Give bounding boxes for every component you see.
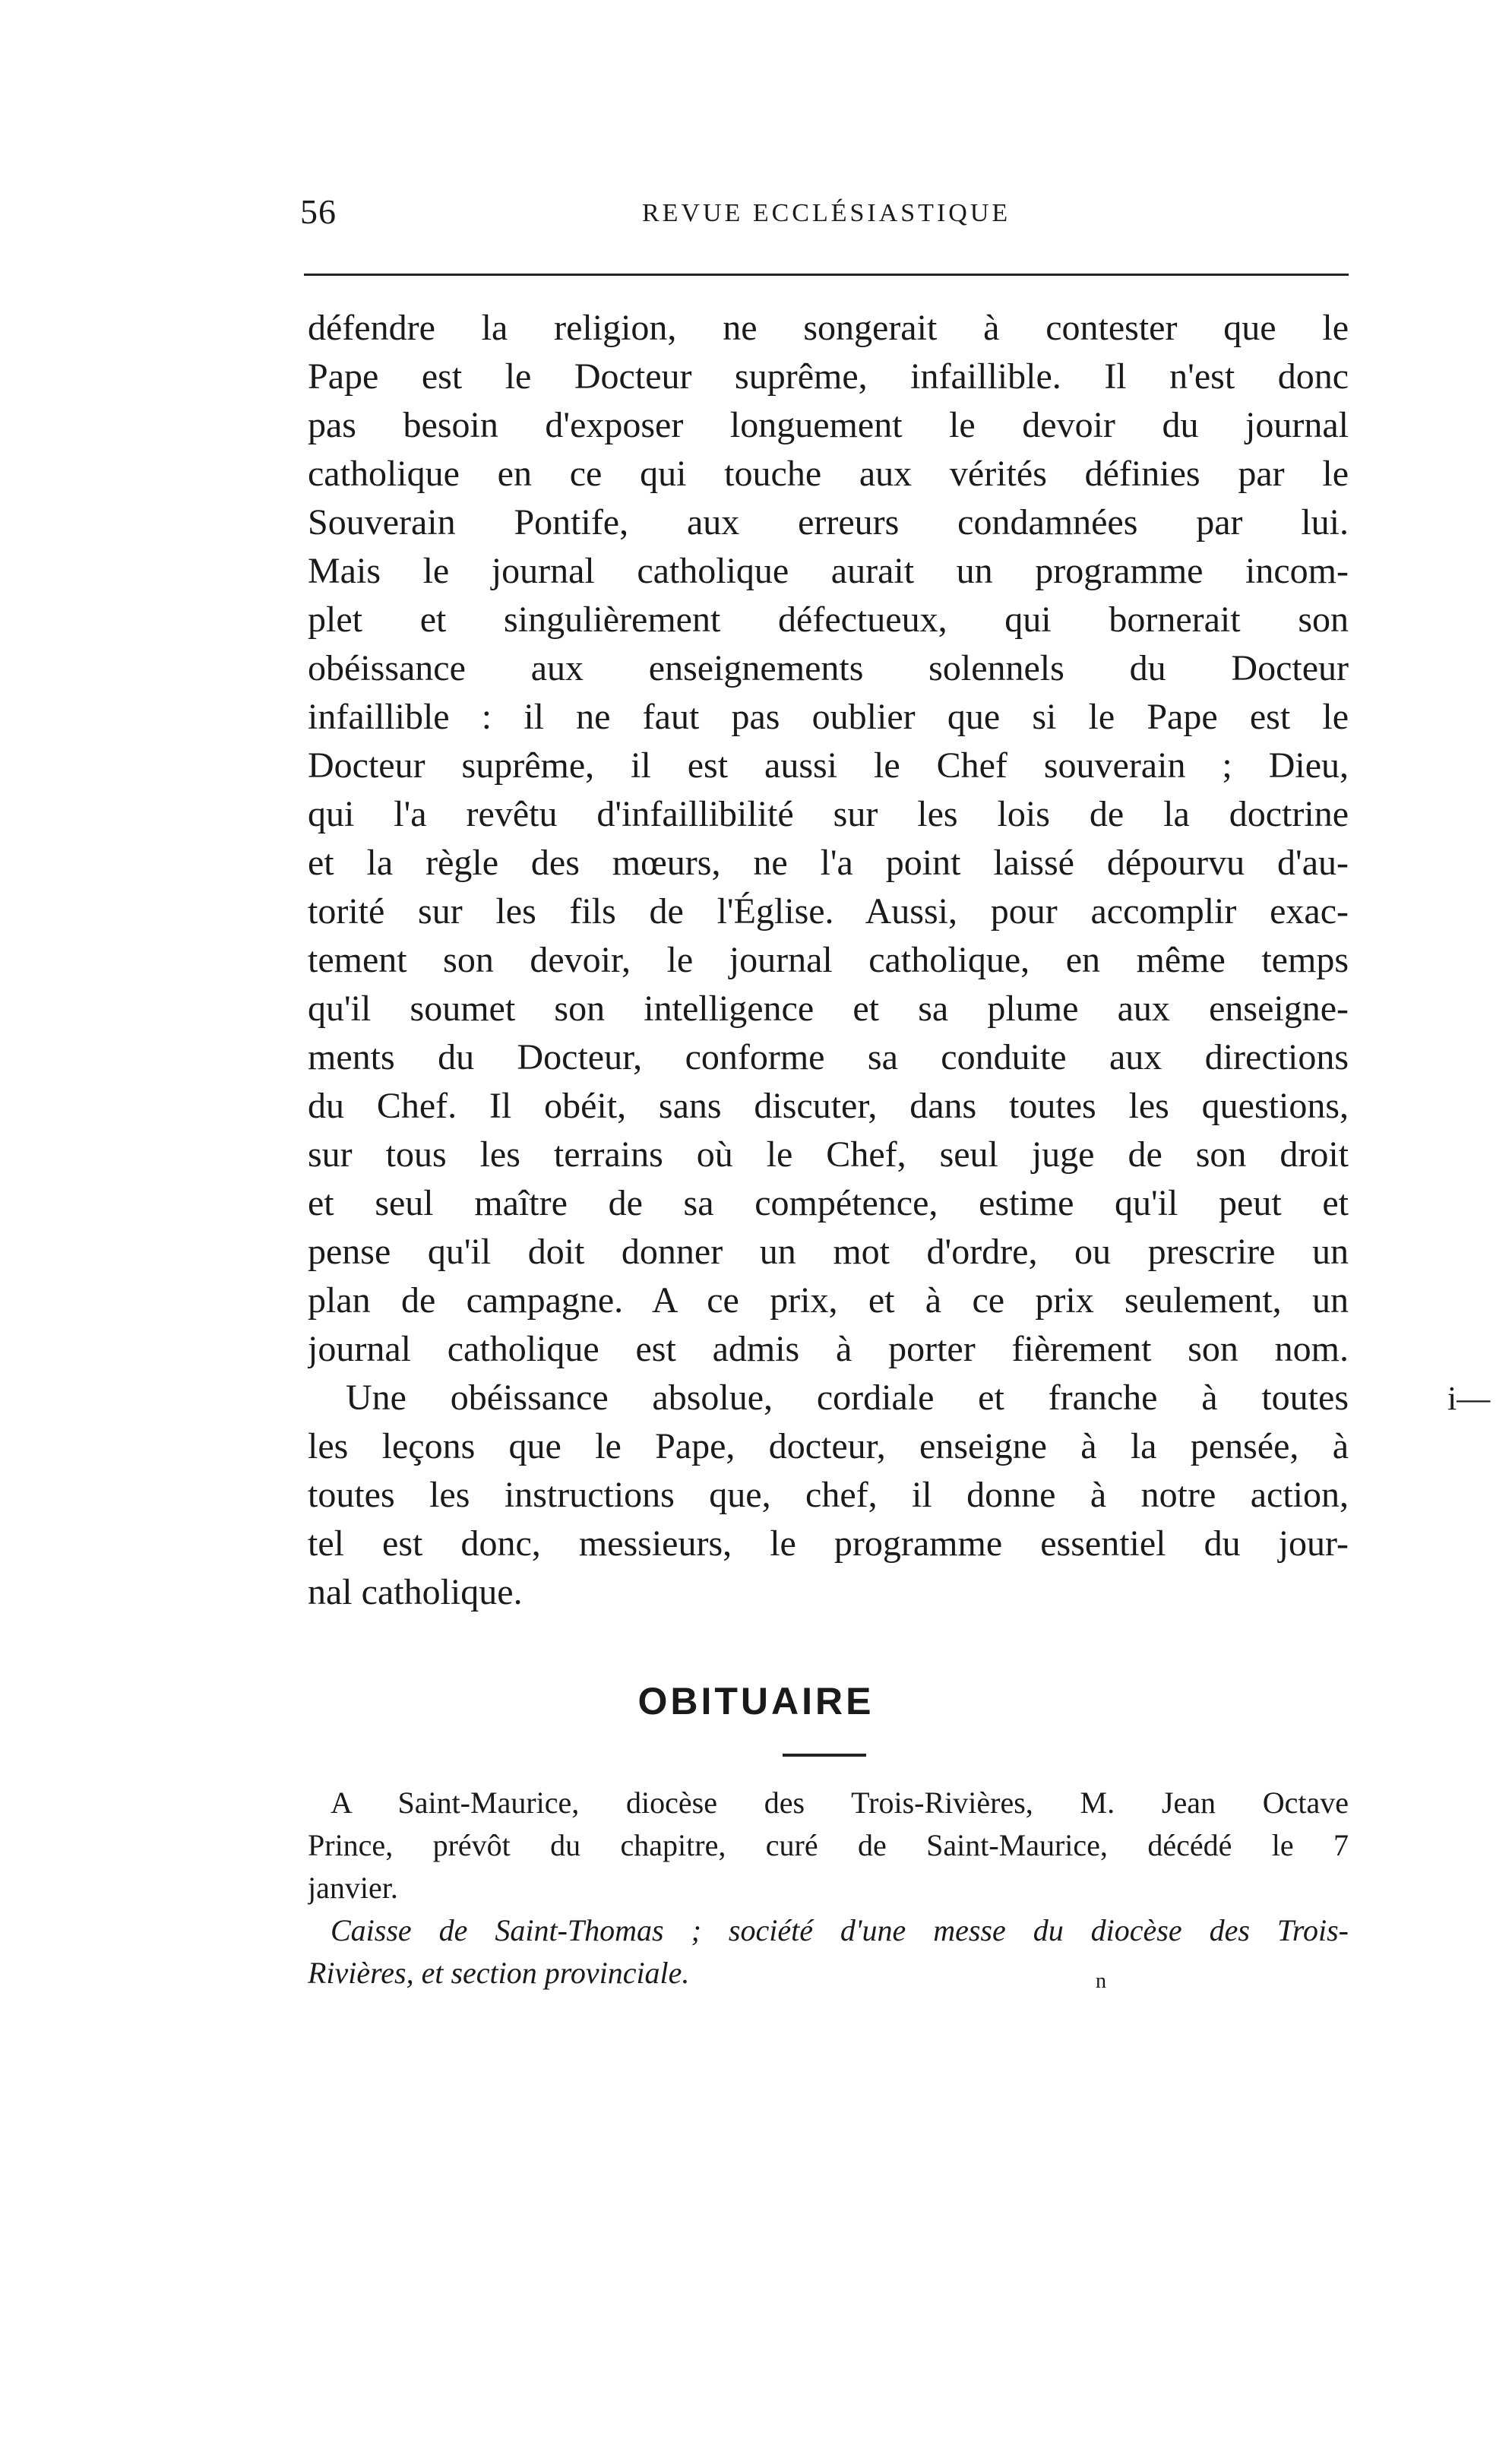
text-line: tel est donc, messieurs, le programme essentiel du jour- [308, 1523, 1349, 1564]
section-title: OBITUAIRE [637, 1680, 875, 1722]
notice-line: A Saint-Maurice, diocèse des Trois-Rivières, M. Jean Octave [331, 1786, 1349, 1820]
obituary-notice [308, 1782, 1349, 1994]
text-line: nal catholique. [308, 1572, 523, 1612]
text-line: Mais le journal catholique aurait un programme incom- [308, 551, 1349, 591]
text-line: pas besoin d'exposer longuement le devoir du journal [308, 405, 1349, 445]
text-line: défendre la religion, ne songerait à contester que le [308, 308, 1349, 348]
text-line: infaillible : il ne faut pas oublier que si le Pape est le [308, 697, 1349, 737]
text-line: et seul maître de sa compétence, estime qu'il peut et [308, 1183, 1349, 1223]
text-line: les leçons que le Pape, docteur, enseigne à la pensée, à [308, 1426, 1349, 1466]
note-line: Caisse de Saint-Thomas ; société d'une messe du diocèse des Trois- [331, 1913, 1349, 1947]
margin-mark: i— [1447, 1380, 1491, 1417]
text-line: sur tous les terrains où le Chef, seul juge de son droit [308, 1134, 1349, 1175]
text-line: du Chef. Il obéit, sans discuter, dans toutes les questions, [308, 1086, 1349, 1126]
text-line: obéissance aux enseignements solennels du Docteur [308, 648, 1349, 688]
stray-mark: n [1096, 1969, 1106, 1993]
text-line: qu'il soumet son intelligence et sa plume aux enseigne- [308, 989, 1349, 1029]
text-line: catholique en ce qui touche aux vérités définies par le [308, 454, 1349, 494]
body-text [308, 304, 1349, 1617]
header-rule [304, 274, 1349, 276]
text-line: plet et singulièrement défectueux, qui bornerait son [308, 599, 1349, 640]
text-line: torité sur les fils de l'Église. Aussi, pour accomplir exac- [308, 891, 1349, 932]
text-line: Une obéissance absolue, cordiale et franche à toutes [346, 1378, 1349, 1418]
running-head: REVUE ECCLÉSIASTIQUE [642, 199, 1011, 227]
title-rule [783, 1754, 866, 1757]
text-line: tement son devoir, le journal catholique, en même temps [308, 940, 1349, 980]
text-line: qui l'a revêtu d'infaillibilité sur les lois de la doctrine [308, 794, 1349, 834]
text-line: Souverain Pontife, aux erreurs condamnées par lui. [308, 502, 1349, 542]
text-line: ments du Docteur, conforme sa conduite aux directions [308, 1037, 1349, 1077]
text-line: pense qu'il doit donner un mot d'ordre, ou prescrire un [308, 1232, 1349, 1272]
text-line: Docteur suprême, il est aussi le Chef souverain ; Dieu, [308, 745, 1349, 786]
notice-line: Prince, prévôt du chapitre, curé de Saint-Maurice, décédé le 7 [308, 1828, 1349, 1862]
text-line: Pape est le Docteur suprême, infaillible. Il n'est donc [308, 356, 1349, 397]
note-line: Rivières, et section provinciale. [308, 1956, 690, 1990]
notice-line: janvier. [308, 1871, 398, 1905]
text-line: journal catholique est admis à porter fièrement son nom. [308, 1329, 1349, 1369]
text-line: toutes les instructions que, chef, il donne à notre action, [308, 1475, 1349, 1515]
text-line: et la règle des mœurs, ne l'a point laissé dépourvu d'au- [308, 843, 1349, 883]
text-line: plan de campagne. A ce prix, et à ce prix seulement, un [308, 1280, 1349, 1321]
page-number: 56 [300, 192, 337, 231]
